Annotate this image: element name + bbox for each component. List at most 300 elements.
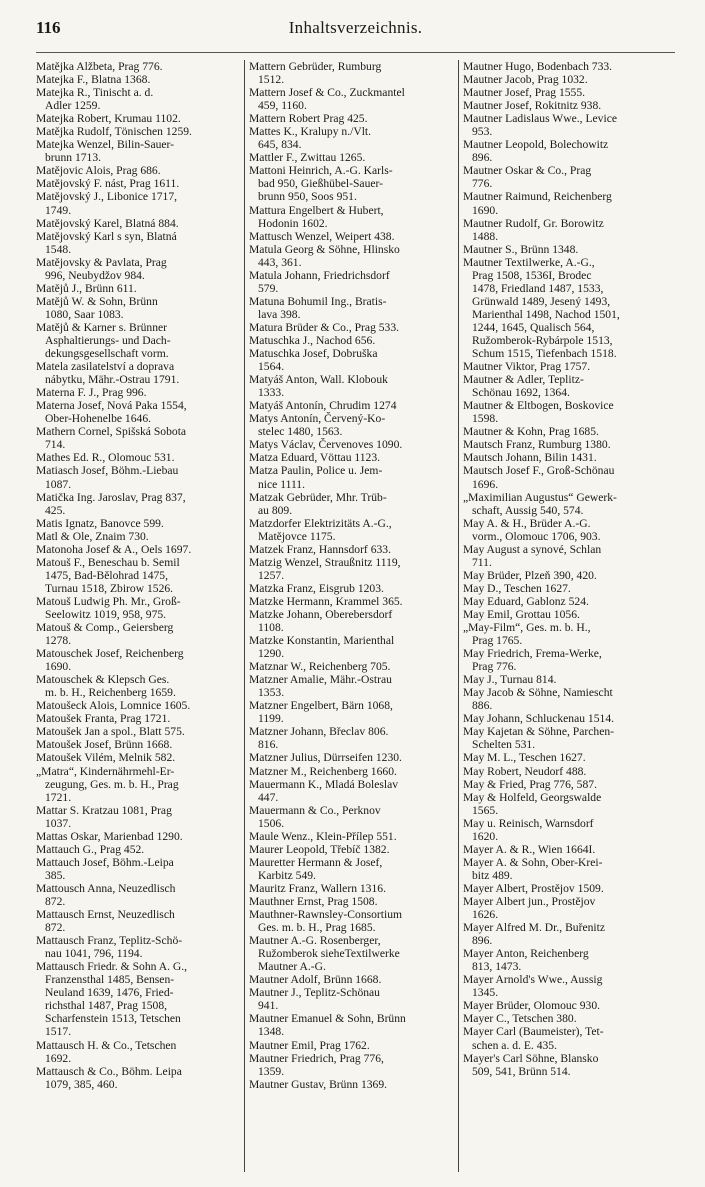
- entry-line: Mautner Emil, Prag 1762.: [249, 1038, 370, 1052]
- index-entry: [36, 138, 241, 164]
- index-entry: [249, 164, 455, 203]
- entry-line: May Johann, Schluckenau 1514.: [463, 712, 615, 726]
- entry-line: Materna F. J., Prag 996.: [36, 386, 147, 400]
- entry-continuation-line: 1565.: [472, 803, 499, 817]
- index-entry: [249, 895, 455, 908]
- entry-continuation-line: schen a. d. E. 435.: [472, 1038, 558, 1052]
- entry-line: Mayer Albert, Prostějov 1509.: [463, 881, 604, 895]
- entry-line: Matějovský Karel, Blatná 884.: [36, 216, 179, 230]
- entry-line: Matějovský J., Libonice 1717,: [36, 190, 178, 204]
- entry-line: Mathern Cornel, Spišská Sobota: [36, 425, 187, 439]
- index-entry: [463, 725, 675, 751]
- entry-line: Mautsch Johann, Bilin 1431.: [463, 451, 597, 465]
- entry-line: Mayer A. & R., Wien 1664I.: [463, 842, 596, 856]
- index-entry: [463, 673, 675, 686]
- entry-line: Matějovský F. nást, Prag 1611.: [36, 177, 180, 191]
- entry-line: Matějovsky & Pavlata, Prag: [36, 255, 167, 269]
- index-entry: [249, 973, 455, 986]
- entry-continuation-line: Neuland 1639, 1476, Fried-: [45, 986, 174, 1000]
- entry-line: Matejka R., Tinischt a. d.: [36, 86, 154, 100]
- entry-line: Mauthner-Rawnsley-Consortium: [249, 908, 403, 922]
- entry-line: Mattausch & Co., Böhm. Leipa: [36, 1064, 182, 1078]
- entry-continuation-line: 1333.: [258, 386, 285, 400]
- index-entry: [463, 99, 675, 112]
- entry-continuation-line: 509, 541, Brünn 514.: [472, 1064, 571, 1078]
- entry-line: Matzak Gebrüder, Mhr. Trüb-: [249, 490, 387, 504]
- entry-continuation-line: 714.: [45, 438, 66, 452]
- index-entry: [463, 882, 675, 895]
- entry-continuation-line: 1598.: [472, 412, 499, 426]
- index-entry: [463, 778, 675, 791]
- entry-continuation-line: nábytku, Mähr.-Ostrau 1791.: [45, 373, 180, 387]
- entry-continuation-line: Ober-Hohenelbe 1646.: [45, 412, 152, 426]
- index-entry: [249, 517, 455, 543]
- index-entry: [249, 882, 455, 895]
- entry-line: Matějka Rudolf, Tönischen 1259.: [36, 125, 192, 139]
- index-entry: [36, 647, 241, 673]
- entry-line: Matuschka J., Nachod 656.: [249, 333, 376, 347]
- entry-line: Mattas Oskar, Marienbad 1290.: [36, 829, 183, 843]
- entry-continuation-line: 896.: [472, 934, 493, 948]
- index-entry: [36, 1039, 241, 1065]
- entry-continuation-line: 1478, Friedland 1487, 1533,: [472, 281, 604, 295]
- index-entry: [249, 112, 455, 125]
- index-entry: [463, 438, 675, 451]
- index-entry: [249, 634, 455, 660]
- entry-line: Matzner M., Reichenberg 1660.: [249, 764, 397, 778]
- index-entry: [36, 960, 241, 1038]
- index-entry: [463, 86, 675, 99]
- entry-continuation-line: 1506.: [258, 816, 285, 830]
- entry-line: Mayer Albert jun., Prostějov: [463, 895, 596, 908]
- entry-line: Matzner Johann, Břeclav 806.: [249, 725, 389, 739]
- entry-line: May A. & H., Brüder A.-G.: [463, 516, 591, 530]
- entry-line: Matys Václav, Červenoves 1090.: [249, 438, 403, 452]
- entry-line: Mattura Engelbert & Hubert,: [249, 203, 384, 217]
- index-column-1: [36, 60, 241, 1172]
- index-entry: [36, 360, 241, 386]
- index-entry: [36, 164, 241, 177]
- entry-continuation-line: 816.: [258, 738, 279, 752]
- index-entry: [463, 999, 675, 1012]
- index-entry: [36, 451, 241, 464]
- entry-line: Matoušek Josef, Brünn 1668.: [36, 738, 173, 752]
- index-entry: [36, 595, 241, 621]
- index-entry: [249, 856, 455, 882]
- entry-line: Matula Georg & Söhne, Hlinsko: [249, 242, 400, 256]
- entry-line: May Jacob & Söhne, Namiescht: [463, 686, 613, 700]
- index-entry: [36, 934, 241, 960]
- entry-continuation-line: Prag 1765.: [472, 634, 523, 648]
- entry-line: Mattes K., Kralupy n./Vlt.: [249, 125, 372, 139]
- index-entry: [249, 543, 455, 556]
- index-entry: [463, 360, 675, 373]
- index-entry: [36, 112, 241, 125]
- entry-line: May Friedrich, Frema-Werke,: [463, 647, 602, 661]
- index-entry: [36, 843, 241, 856]
- entry-line: May & Fried, Prag 776, 587.: [463, 777, 597, 791]
- index-entry: [36, 256, 241, 282]
- index-entry: [463, 243, 675, 256]
- index-entry: [36, 517, 241, 530]
- entry-line: Mattausch Franz, Teplitz-Schö-: [36, 934, 183, 948]
- entry-continuation-line: brunn 950, Soos 951.: [258, 190, 357, 204]
- entry-line: Mautner Friedrich, Prag 776,: [249, 1051, 384, 1065]
- index-entry: [463, 164, 675, 190]
- index-entry: [249, 1039, 455, 1052]
- index-entry: [249, 843, 455, 856]
- entry-continuation-line: 443, 361.: [258, 255, 302, 269]
- entry-continuation-line: 579.: [258, 281, 279, 295]
- index-entry: [36, 673, 241, 699]
- entry-line: Mayer Anton, Reichenberg: [463, 947, 589, 961]
- index-entry: [249, 399, 455, 412]
- entry-line: Matzig Wenzel, Straußnitz 1119,: [249, 555, 401, 569]
- entry-continuation-line: Matějovce 1175.: [258, 529, 336, 543]
- index-entry: [463, 112, 675, 138]
- entry-line: Mayer C., Tetschen 380.: [463, 1012, 577, 1026]
- index-entry: [249, 1012, 455, 1038]
- entry-line: Matějů & Karner s. Brünner: [36, 320, 168, 334]
- entry-continuation-line: 1749.: [45, 203, 72, 217]
- index-entry: [249, 556, 455, 582]
- entry-line: Matula Johann, Friedrichsdorf: [249, 268, 390, 282]
- entry-continuation-line: 1290.: [258, 647, 285, 661]
- index-entry: [36, 751, 241, 764]
- index-entry: [463, 217, 675, 243]
- index-entry: [36, 217, 241, 230]
- entry-continuation-line: nice 1111.: [258, 477, 306, 491]
- index-entry: [249, 804, 455, 830]
- index-entry: [463, 647, 675, 673]
- index-entry: [249, 60, 455, 86]
- entry-continuation-line: 1692.: [45, 1051, 72, 1065]
- entry-continuation-line: 1244, 1645, Qualisch 564,: [472, 320, 595, 334]
- entry-continuation-line: Schönau 1692, 1364.: [472, 386, 570, 400]
- entry-continuation-line: vorm., Olomouc 1706, 903.: [472, 529, 601, 543]
- entry-line: Matza Paulin, Police u. Jem-: [249, 464, 383, 478]
- entry-line: Matza Eduard, Vöttau 1123.: [249, 451, 381, 465]
- index-entry: [463, 1012, 675, 1025]
- index-entry: [36, 530, 241, 543]
- index-entry: [36, 699, 241, 712]
- index-entry: [249, 725, 455, 751]
- entry-continuation-line: Marienthal 1498, Nachod 1501,: [472, 307, 620, 321]
- entry-line: „May-Film“, Ges. m. b. H.,: [463, 621, 591, 635]
- entry-line: Matouš F., Beneschau b. Semil: [36, 555, 180, 569]
- entry-line: Mattoni Heinrich, A.-G. Karls-: [249, 164, 393, 178]
- entry-continuation-line: 1199.: [258, 712, 284, 726]
- column-divider: [458, 60, 459, 1172]
- index-entry: [249, 151, 455, 164]
- index-entry: [463, 947, 675, 973]
- index-entry: [249, 295, 455, 321]
- entry-line: Mautner Viktor, Prag 1757.: [463, 360, 591, 374]
- entry-line: May & Holfeld, Georgswalde: [463, 790, 602, 804]
- entry-line: Matouš Ludwig Ph. Mr., Groß-: [36, 594, 181, 608]
- entry-continuation-line: Franzensthal 1485, Bensen-: [45, 973, 175, 987]
- entry-continuation-line: 953.: [472, 125, 493, 139]
- index-entry: [36, 556, 241, 595]
- index-entry: [249, 243, 455, 269]
- entry-continuation-line: 645, 834.: [258, 138, 302, 152]
- entry-line: Mautner Josef, Rokitnitz 938.: [463, 99, 602, 113]
- entry-continuation-line: Asphaltierungs- und Dach-: [45, 333, 171, 347]
- index-entry: [249, 673, 455, 699]
- entry-line: Matyáš Anton, Wall. Klobouk: [249, 373, 388, 387]
- index-entry: [249, 765, 455, 778]
- entry-line: Mattar S. Kratzau 1081, Prag: [36, 803, 172, 817]
- entry-line: Matonoha Josef & A., Oels 1697.: [36, 542, 192, 556]
- entry-line: Matys Antonín, Červený-Ko-: [249, 412, 386, 426]
- index-entry: [249, 986, 455, 1012]
- entry-continuation-line: au 809.: [258, 503, 293, 517]
- entry-line: May Kajetan & Söhne, Parchen-: [463, 725, 614, 739]
- index-entry: [249, 451, 455, 464]
- index-entry: [36, 321, 241, 360]
- entry-line: Mautner Rudolf, Gr. Borowitz: [463, 216, 604, 230]
- entry-line: Mautner Oskar & Co., Prag: [463, 164, 592, 178]
- index-entry: [249, 582, 455, 595]
- index-entry: [463, 1052, 675, 1078]
- entry-line: Mautner Gustav, Brünn 1369.: [249, 1077, 388, 1091]
- entry-line: Matiasch Josef, Böhm.-Liebau: [36, 464, 179, 478]
- entry-line: May D., Teschen 1627.: [463, 581, 571, 595]
- entry-continuation-line: brunn 1713.: [45, 151, 102, 165]
- index-entry: [463, 791, 675, 817]
- entry-continuation-line: 996, Neubydžov 984.: [45, 268, 145, 282]
- entry-continuation-line: 1517.: [45, 1025, 72, 1039]
- index-column-2: [249, 60, 455, 1172]
- entry-continuation-line: Schelten 531.: [472, 738, 536, 752]
- index-entry: [249, 204, 455, 230]
- entry-line: May Brüder, Plzeň 390, 420.: [463, 568, 597, 582]
- entry-continuation-line: m. b. H., Reichenberg 1659.: [45, 686, 176, 700]
- index-entry: [249, 778, 455, 804]
- index-entry: [36, 190, 241, 216]
- index-entry: [463, 921, 675, 947]
- index-entry: [36, 738, 241, 751]
- entry-continuation-line: 1620.: [472, 829, 499, 843]
- index-entry: [36, 804, 241, 830]
- index-entry: [36, 282, 241, 295]
- entry-continuation-line: Mautner A.-G.: [258, 960, 326, 974]
- entry-line: Mautner Hugo, Bodenbach 733.: [463, 60, 613, 73]
- entry-line: Matouschek Josef, Reichenberg: [36, 647, 184, 661]
- index-entry: [249, 699, 455, 725]
- index-entry: [463, 543, 675, 569]
- index-entry: [36, 908, 241, 934]
- index-entry: [36, 60, 241, 73]
- entry-line: Matzdorfer Elektrizitäts A.-G.,: [249, 516, 392, 530]
- index-entry: [36, 621, 241, 647]
- index-entry: [36, 765, 241, 804]
- entry-continuation-line: richsthal 1487, Prag 1508,: [45, 999, 168, 1013]
- entry-line: Matzke Konstantin, Marienthal: [249, 634, 395, 648]
- index-entry: [463, 621, 675, 647]
- index-entry: [249, 373, 455, 399]
- header-rule: [36, 52, 675, 53]
- index-entry: [249, 595, 455, 608]
- entry-line: Mautner Adolf, Brünn 1668.: [249, 973, 382, 987]
- index-entry: [36, 712, 241, 725]
- entry-continuation-line: 1278.: [45, 634, 72, 648]
- index-entry: [36, 725, 241, 738]
- entry-continuation-line: 1696.: [472, 477, 499, 491]
- entry-continuation-line: Ges. m. b. H., Prag 1685.: [258, 921, 376, 935]
- entry-line: Mayer Arnold's Wwe., Aussig: [463, 973, 603, 987]
- entry-line: Mautner Emanuel & Sohn, Brünn: [249, 1012, 406, 1026]
- index-entry: [463, 686, 675, 712]
- entry-continuation-line: 425.: [45, 503, 66, 517]
- entry-line: Mattausch Friedr. & Sohn A. G.,: [36, 960, 188, 974]
- entry-line: Mattern Josef & Co., Zuckmantel: [249, 86, 405, 100]
- index-entry: [463, 895, 675, 921]
- page-title: Inhaltsverzeichnis.: [288, 18, 423, 37]
- entry-line: Matějovic Alois, Prag 686.: [36, 164, 161, 178]
- index-entry: [463, 517, 675, 543]
- index-entry: [463, 582, 675, 595]
- entry-line: Matejka F., Blatna 1368.: [36, 73, 151, 87]
- entry-continuation-line: 1548.: [45, 242, 72, 256]
- index-entry: [463, 595, 675, 608]
- entry-line: Matzke Hermann, Krammel 365.: [249, 594, 403, 608]
- entry-line: May Eduard, Gablonz 524.: [463, 594, 589, 608]
- entry-continuation-line: 1721.: [45, 790, 72, 804]
- entry-line: Mattern Robert Prag 425.: [249, 112, 368, 126]
- entry-line: Matzke Johann, Oberebersdorf: [249, 607, 393, 621]
- index-entry: [36, 386, 241, 399]
- index-entry: [463, 256, 675, 360]
- index-entry: [249, 491, 455, 517]
- index-entry: [249, 830, 455, 843]
- entry-continuation-line: 1037.: [45, 816, 72, 830]
- entry-continuation-line: 711.: [472, 555, 492, 569]
- index-entry: [36, 856, 241, 882]
- index-entry: [463, 569, 675, 582]
- entry-line: Matuna Bohumil Ing., Bratis-: [249, 294, 387, 308]
- entry-continuation-line: lava 398.: [258, 307, 301, 321]
- index-entry: [463, 765, 675, 778]
- entry-line: Mattousch Anna, Neuzedlisch: [36, 881, 176, 895]
- column-divider: [244, 60, 245, 1172]
- entry-continuation-line: stelec 1480, 1563.: [258, 425, 343, 439]
- index-entry: [249, 1078, 455, 1091]
- entry-continuation-line: 1353.: [258, 686, 285, 700]
- index-entry: [36, 73, 241, 86]
- index-entry: [36, 230, 241, 256]
- index-entry: [36, 125, 241, 138]
- entry-continuation-line: 886.: [472, 699, 493, 713]
- index-entry: [463, 451, 675, 464]
- entry-line: Mautner & Eltbogen, Boskovice: [463, 399, 614, 413]
- entry-line: Matoušek Vilém, Melnik 582.: [36, 751, 176, 765]
- entry-line: Mautsch Josef F., Groß-Schönau: [463, 464, 615, 478]
- entry-line: Matznar W., Reichenberg 705.: [249, 660, 391, 674]
- entry-continuation-line: bad 950, Gießhübel-Sauer-: [258, 177, 384, 191]
- index-entry: [463, 60, 675, 73]
- entry-continuation-line: Grünwald 1489, Jesený 1493,: [472, 294, 611, 308]
- index-entry: [463, 843, 675, 856]
- entry-line: Mautner Josef, Prag 1555.: [463, 86, 586, 100]
- index-entry: [463, 399, 675, 425]
- entry-line: Mautner A.-G. Rosenberger,: [249, 934, 381, 948]
- index-entry: [36, 295, 241, 321]
- entry-continuation-line: 459, 1160.: [258, 99, 307, 113]
- entry-continuation-line: Karbitz 549.: [258, 868, 316, 882]
- index-entry: [36, 830, 241, 843]
- entry-continuation-line: 1087.: [45, 477, 72, 491]
- index-entry: [249, 464, 455, 490]
- entry-line: Matoušeck Alois, Lomnice 1605.: [36, 699, 191, 713]
- entry-continuation-line: bitz 489.: [472, 868, 513, 882]
- entry-line: Mattler F., Zwittau 1265.: [249, 151, 366, 165]
- entry-continuation-line: Adler 1259.: [45, 99, 101, 113]
- entry-continuation-line: 385.: [45, 868, 66, 882]
- entry-line: Mathes Ed. R., Olomouc 531.: [36, 451, 175, 465]
- index-entry: [36, 177, 241, 190]
- entry-continuation-line: Hodonin 1602.: [258, 216, 328, 230]
- entry-line: Mautner & Adler, Teplitz-: [463, 373, 584, 387]
- entry-line: Matička Ing. Jaroslav, Prag 837,: [36, 490, 186, 504]
- entry-line: Matejka Robert, Krumau 1102.: [36, 112, 181, 126]
- entry-continuation-line: schaft, Aussig 540, 574.: [472, 503, 584, 517]
- index-entry: [463, 373, 675, 399]
- entry-line: May J., Turnau 814.: [463, 673, 557, 687]
- entry-continuation-line: Turnau 1518, Zbirow 1526.: [45, 581, 174, 595]
- entry-continuation-line: Prag 776.: [472, 660, 517, 674]
- entry-line: Maurer Leopold, Třebíč 1382.: [249, 842, 390, 856]
- entry-continuation-line: Ružomberok sieheTextilwerke: [258, 947, 400, 961]
- entry-continuation-line: 813, 1473.: [472, 960, 522, 974]
- entry-line: Matis Ignatz, Banovce 599.: [36, 516, 164, 530]
- entry-continuation-line: 941.: [258, 999, 279, 1013]
- entry-line: May Robert, Neudorf 488.: [463, 764, 587, 778]
- entry-continuation-line: 1564.: [258, 360, 285, 374]
- index-entry: [36, 464, 241, 490]
- entry-line: Matějů J., Brünn 611.: [36, 281, 137, 295]
- entry-continuation-line: 776.: [472, 177, 493, 191]
- entry-line: Mayer's Carl Söhne, Blansko: [463, 1051, 599, 1065]
- entry-line: May August a synové, Schlan: [463, 542, 602, 556]
- entry-line: Mautner S., Brünn 1348.: [463, 242, 579, 256]
- entry-continuation-line: 896.: [472, 151, 493, 165]
- entry-line: Mauermann & Co., Perknov: [249, 803, 381, 817]
- entry-line: Mauthner Ernst, Prag 1508.: [249, 895, 378, 908]
- entry-line: May M. L., Teschen 1627.: [463, 751, 586, 765]
- index-entry: [463, 712, 675, 725]
- index-entry: [463, 190, 675, 216]
- entry-line: Mattauch G., Prag 452.: [36, 842, 145, 856]
- entry-continuation-line: 447.: [258, 790, 279, 804]
- entry-continuation-line: 872.: [45, 895, 66, 908]
- index-entry: [249, 1052, 455, 1078]
- entry-continuation-line: 1257.: [258, 568, 285, 582]
- entry-line: May Emil, Grottau 1056.: [463, 607, 580, 621]
- entry-line: Matouschek & Klepsch Ges.: [36, 673, 170, 687]
- entry-line: Matl & Ole, Znaim 730.: [36, 529, 149, 543]
- entry-continuation-line: Prag 1508, 1536I, Brodec: [472, 268, 592, 282]
- index-entry: [249, 934, 455, 973]
- entry-line: Mauretter Hermann & Josef,: [249, 855, 383, 869]
- index-entry: [249, 438, 455, 451]
- entry-line: Mautsch Franz, Rumburg 1380.: [463, 438, 611, 452]
- entry-continuation-line: 1080, Saar 1083.: [45, 307, 124, 321]
- index-entry: [249, 751, 455, 764]
- entry-line: Mautner Textilwerke, A.-G.,: [463, 255, 595, 269]
- index-entry: [249, 908, 455, 934]
- entry-line: Mautner J., Teplitz-Schönau: [249, 986, 380, 1000]
